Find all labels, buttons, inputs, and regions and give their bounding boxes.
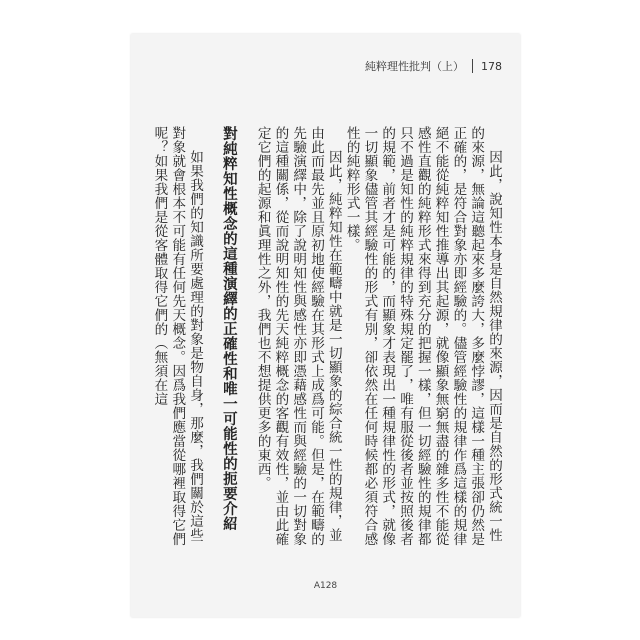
book-title: 純粹理性批判（上） xyxy=(365,60,464,73)
header-divider xyxy=(472,59,473,73)
paragraph-1: 因此，說知性本身是自然規律的來源，因而是自然的形式統一性的來源，無論這聽起來多麼誇大，多麼悖謬，這樣一種主張卻仍然是正確的，是符合對象亦即經驗的。儘管經驗性的規律作爲這樣的規律絕不能從純粹知性推導出其起源，就像顯象無窮無盡的雜多性不能從感性直觀的純粹形式來得到充分的把握一樣，但一切經驗性的規律都只不過是知性的純粹規律的特殊規定罷了，唯有服從後者並按照後者的規範，前者才是可能的，而顯象才表現出一種規律性的形式，就像一切顯象儘管其經驗性的形式有別，卻依然在任何時候都必須符合感性的純粹形式一樣。 xyxy=(343,126,502,546)
page-number: 178 xyxy=(481,59,502,73)
book-page xyxy=(131,34,520,617)
margin-reference: A128 xyxy=(313,581,338,591)
paragraph-2: 因此，純粹知性在範疇中就是一切顯象的綜合統一性的規律，並由此而最先並且原初地使經驗在其形式上成爲可能。但是，在範疇的先驗演繹中，除了說明知性與感性亦即憑藉感性而與經驗的一切對象的這種關係，從而說明知性的先天純粹概念的客觀有效性，並由此確定它們的起源和眞理性之外，我們也不想提供更多的東西。 xyxy=(254,126,342,546)
running-header xyxy=(365,58,502,74)
paragraph-3: 如果我們的知識所要處理的對象是物自身，那麼，我們關於這些對象就會根本不可能有任何先天概念。因爲我們應當從哪裡取得它們呢？如果我們是從客體取得它們的（無須在這 xyxy=(151,126,204,546)
section-title: 對純粹知性概念的這種演繹的正確性和唯一可能性的扼要介紹 xyxy=(220,126,237,531)
body-text xyxy=(147,126,502,556)
